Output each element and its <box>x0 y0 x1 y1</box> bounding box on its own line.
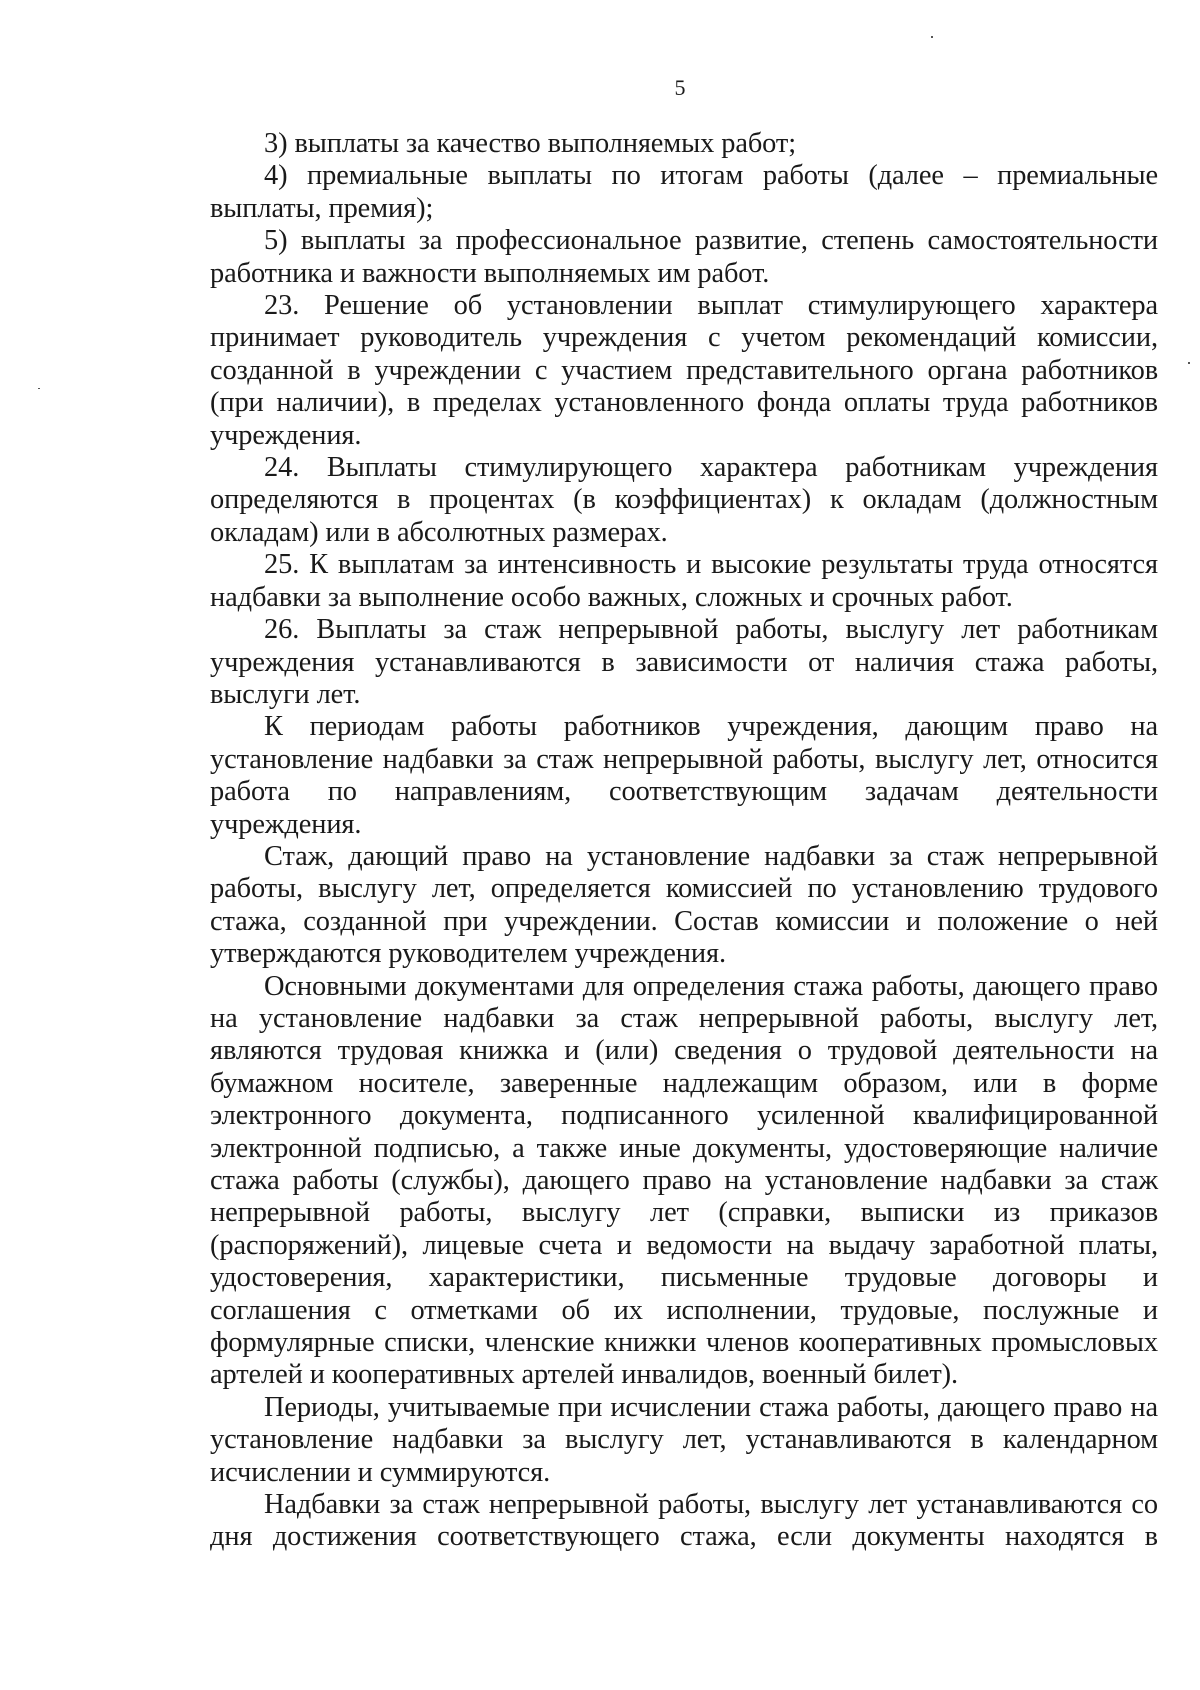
paragraph: 4) премиальные выплаты по итогам работы (далее – премиальные выплаты, премия); <box>210 160 1158 224</box>
scan-speck <box>931 36 933 38</box>
scan-speck <box>38 388 40 389</box>
paragraph: 5) выплаты за профессиональное развитие, степень самостоятельности работника и важности выполняемых им работ. <box>210 225 1158 289</box>
paragraph: К периодам работы работников учреждения, дающим право на установление надбавки за стаж непрерывной работы, выслугу лет, относится работа по направлениям, соответствующим задачам деятельности учреждения. <box>210 711 1158 840</box>
paragraph: Основными документами для определения стажа работы, дающего право на установление надбавки за стаж непрерывной работы, выслугу лет, являются трудовая книжка и (или) сведения о трудовой деятельности на бумажном носителе, заверенные надлежащим образом, или в форме электронного документа, подписанного усиленной квалифицированной электронной подписью, а также иные документы, удостоверяющие наличие стажа работы (службы), дающего право на установление надбавки за стаж непрерывной работы, выслугу лет (справки, выписки из приказов (распоряжений), лицевые счета и ведомости на выдачу заработной платы, удостоверения, характеристики, письменные трудовые договоры и соглашения с отметками об их исполнении, трудовые, послужные и формулярные списки, членские книжки членов кооперативных промысловых артелей и кооперативных артелей инвалидов, военный билет). <box>210 970 1158 1391</box>
page-number: 5 <box>674 75 686 100</box>
paragraph: 24. Выплаты стимулирующего характера работникам учреждения определяются в процентах (в коэффициентах) к окладам (должностным окладам) или в абсолютных размерах. <box>210 452 1158 548</box>
document-body <box>210 128 1158 1554</box>
paragraph: 23. Решение об установлении выплат стимулирующего характера принимает руководитель учреждения с учетом рекомендаций комиссии, созданной в учреждении с участием представительного органа работников (при наличии), в пределах установленного фонда оплаты труда работников учреждения. <box>210 290 1158 451</box>
scan-speck <box>1188 362 1190 364</box>
paragraph: Стаж, дающий право на установление надбавки за стаж непрерывной работы, выслугу лет, определяется комиссией по установлению трудового стажа, созданной при учреждении. Состав комиссии и положение о ней утверждаются руководителем учреждения. <box>210 840 1158 970</box>
paragraph: Периоды, учитываемые при исчислении стажа работы, дающего право на установление надбавки за выслугу лет, устанавливаются в календарном исчислении и суммируются. <box>210 1391 1158 1488</box>
paragraph: Надбавки за стаж непрерывной работы, выслугу лет устанавливаются со дня достижения соответствующего стажа, если документы находятся в <box>210 1489 1158 1553</box>
paragraph: 26. Выплаты за стаж непрерывной работы, выслугу лет работникам учреждения устанавливаются в зависимости от наличия стажа работы, выслуги лет. <box>210 614 1158 710</box>
paragraph: 25. К выплатам за интенсивность и высокие результаты труда относятся надбавки за выполнение особо важных, сложных и срочных работ. <box>210 549 1158 613</box>
paragraph: 3) выплаты за качество выполняемых работ; <box>264 128 796 159</box>
